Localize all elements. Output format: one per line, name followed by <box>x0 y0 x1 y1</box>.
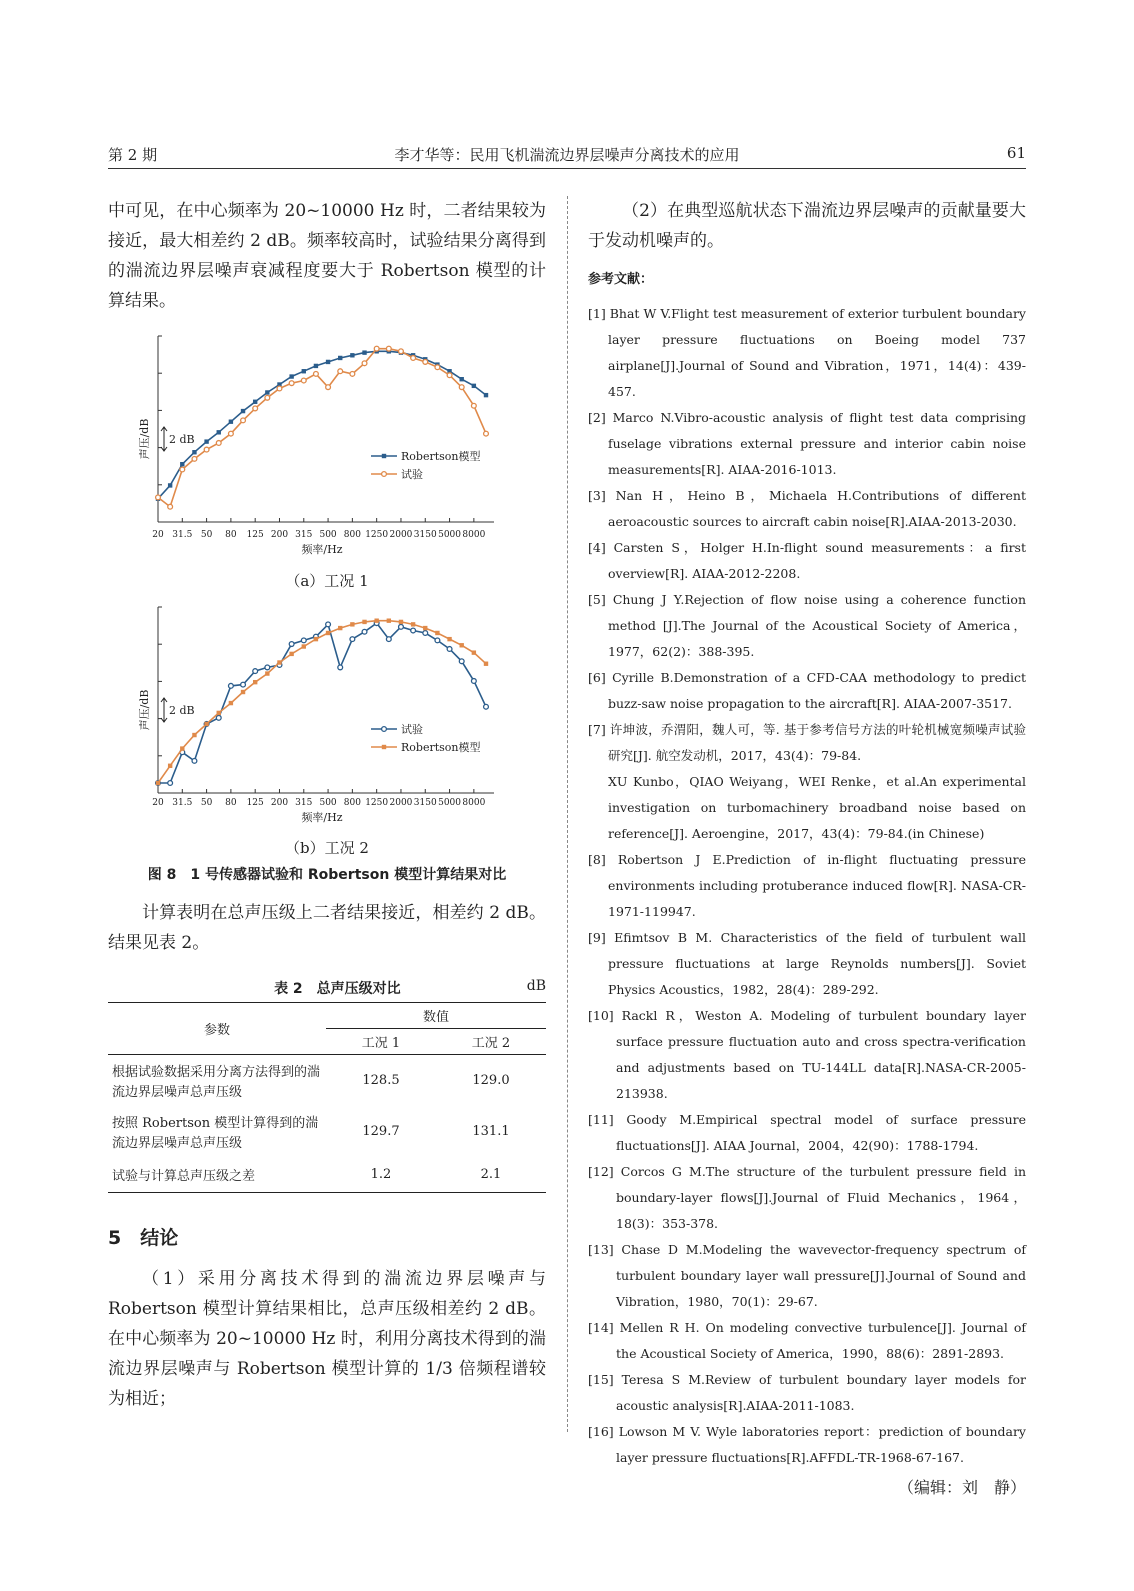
data-point <box>362 620 366 624</box>
table-row <box>108 1055 546 1107</box>
references-heading: 参考文献： <box>588 272 654 287</box>
data-point <box>326 622 331 627</box>
data-point <box>399 620 403 624</box>
data-point <box>229 419 233 423</box>
data-point <box>289 374 293 378</box>
data-point <box>192 733 196 737</box>
data-point <box>302 369 306 373</box>
x-tick-label: 80 <box>225 798 237 808</box>
reference-item: [7] 许坤波，乔渭阳，魏人可，等. 基于参考信号方法的叶轮机械宽频噪声试验研究[J]. 航空发动机，2017，43(4)：79-84. <box>588 722 1026 763</box>
x-tick-label: 8000 <box>462 798 486 808</box>
legend-label: 试验 <box>401 468 423 481</box>
data-point <box>484 662 488 666</box>
x-tick-label: 50 <box>200 530 213 540</box>
data-point <box>241 690 245 694</box>
data-point <box>411 628 416 633</box>
editor-note: （编辑：刘 静） <box>897 1478 1026 1497</box>
x-tick-label: 5000 <box>438 798 462 808</box>
data-point <box>314 371 319 376</box>
chart-a-svg <box>108 316 546 568</box>
data-point <box>471 403 476 408</box>
data-point <box>447 637 451 641</box>
y-axis-label: 声压/dB <box>138 418 151 460</box>
x-tick-label: 800 <box>343 798 361 808</box>
data-point <box>399 624 404 629</box>
table-title: 表 2 总声压级对比 <box>274 981 401 997</box>
legend-marker <box>382 472 387 477</box>
table-cell-value: 128.5 <box>362 1073 400 1088</box>
right-column <box>588 196 1026 1498</box>
table-cell-param: 按照 Robertson 模型计算得到的湍流边界层噪声总声压级 <box>112 1116 319 1151</box>
data-point <box>156 495 161 500</box>
data-point <box>338 626 342 630</box>
reference-list <box>588 301 1026 1471</box>
table-row <box>108 1106 546 1157</box>
data-point <box>253 406 258 411</box>
table-title-row <box>108 978 546 998</box>
reference-item: [5] Chung J Y.Rejection of flow noise using a coherence function method [J].The Journal of the Acoustical Society of America，1977，62(2)：388-395. <box>588 592 1026 659</box>
data-point <box>156 781 160 785</box>
data-point <box>265 665 270 670</box>
table-cell-param: 根据试验数据采用分离方法得到的湍流边界层噪声总声压级 <box>112 1065 321 1100</box>
data-point <box>338 369 343 374</box>
table-cell-value: 131.1 <box>472 1124 510 1139</box>
x-tick-label: 1250 <box>365 530 389 540</box>
data-point <box>484 393 488 397</box>
x-tick-label: 3150 <box>413 798 437 808</box>
data-point <box>192 450 196 454</box>
data-point <box>447 373 452 378</box>
data-point <box>228 683 233 688</box>
data-point <box>277 660 281 664</box>
x-tick-label: 31.5 <box>172 798 193 808</box>
data-point <box>168 504 173 509</box>
data-point <box>471 679 476 684</box>
data-point <box>423 626 427 630</box>
x-axis-label: 频率/Hz <box>301 543 343 556</box>
data-point <box>460 377 464 381</box>
data-point <box>302 644 306 648</box>
data-point <box>350 371 355 376</box>
data-point <box>314 637 318 641</box>
reference-item: [1] Bhat W V.Flight test measurement of exterior turbulent boundary layer pressure fluctuations on Boeing model 737 airplane[J].Journal of Sound and Vibration，1971，14(4)：439-457. <box>588 306 1026 399</box>
data-point <box>168 764 172 768</box>
paragraph: （2）在典型巡航状态下湍流边界层噪声的贡献量要大于发动机噪声的。 <box>588 201 1026 251</box>
x-tick-label: 2000 <box>389 530 413 540</box>
x-tick-label: 125 <box>246 798 264 808</box>
y-axis-label: 声压/dB <box>138 689 151 731</box>
x-tick-label: 500 <box>319 798 337 808</box>
paragraph: 计算表明在总声压级上二者结果接近，相差约 2 dB。结果见表 2。 <box>108 903 546 953</box>
subfigure-caption-b: （b）工况 2 <box>285 839 369 857</box>
data-point <box>180 462 184 466</box>
data-point <box>216 715 221 720</box>
data-point <box>192 456 197 461</box>
x-tick-label: 20 <box>152 798 164 808</box>
reference-item: [15] Teresa S M.Review of turbulent boundary layer models for acoustic analysis[R].AIAA-2011-1083. <box>588 1372 1026 1413</box>
x-tick-label: 125 <box>246 530 264 540</box>
data-point <box>350 637 355 642</box>
table-header-case2: 工况 2 <box>436 1029 546 1055</box>
data-point <box>326 631 330 635</box>
table-header-value: 数值 <box>326 1003 546 1029</box>
x-tick-label: 200 <box>270 530 289 540</box>
data-point <box>411 622 415 626</box>
data-point <box>265 395 270 400</box>
data-point <box>253 669 258 674</box>
x-tick-label: 2000 <box>389 798 413 808</box>
reference-item: [3] Nan H，Heino B，Michaela H.Contributions of different aeroacoustic sources to aircraft cabin noise[R].AIAA-2013-2030. <box>588 488 1026 529</box>
data-point <box>411 356 416 361</box>
table-cell-value: 129.0 <box>472 1073 510 1088</box>
table-header-param: 参数 <box>108 1003 326 1055</box>
x-tick-label: 3150 <box>413 530 437 540</box>
left-column <box>108 196 546 1414</box>
data-point <box>289 652 293 656</box>
data-point <box>253 400 257 404</box>
data-point <box>265 390 269 394</box>
data-point <box>204 439 208 443</box>
data-point <box>168 781 173 786</box>
x-tick-label: 50 <box>200 798 213 808</box>
data-point <box>350 622 354 626</box>
legend-marker <box>382 745 386 749</box>
data-point <box>326 360 330 364</box>
data-point <box>216 441 221 446</box>
data-point <box>472 384 476 388</box>
data-point <box>277 386 282 391</box>
section-heading: 5 结论 <box>108 1227 179 1249</box>
reference-item: [4] Carsten S，Holger H.In-flight sound measurements：a first overview[R]. AIAA-2012-2208. <box>588 540 1026 581</box>
data-point <box>484 431 489 436</box>
legend-label: 试验 <box>401 723 423 736</box>
x-tick-label: 200 <box>270 798 289 808</box>
x-tick-label: 80 <box>225 530 237 540</box>
data-point <box>301 638 306 643</box>
data-point <box>180 746 184 750</box>
x-tick-label: 1250 <box>365 798 389 808</box>
data-point <box>399 349 404 354</box>
reference-item: [11] Goody M.Empirical spectral model of surface pressure fluctuations[J]. AIAA Journal，2004，42(90)：1788-1794. <box>588 1112 1026 1153</box>
reference-item: [10] Rackl R，Weston A. Modeling of turbulent boundary layer surface pressure fluctuation auto and cross spectra-verification and adjustments based on TU-144LL data[R].NASA-CR-2005-213938. <box>588 1008 1026 1101</box>
x-tick-label: 500 <box>319 530 337 540</box>
data-point <box>314 364 318 368</box>
table-row <box>108 1157 546 1193</box>
paragraph: 中可见，在中心频率为 20~10000 Hz 时，二者结果较为接近，最大相差约 2 dB。频率较高时，试验结果分离得到的湍流边界层噪声衰减程度要大于 Robertson 模型的计算结果。 <box>108 201 546 311</box>
table-cell-param: 试验与计算总声压级之差 <box>112 1169 256 1184</box>
data-point <box>350 353 354 357</box>
legend-label: Robertson模型 <box>401 450 481 463</box>
data-point <box>435 631 439 635</box>
reference-item: [16] Lowson M V. Wyle laboratories report：prediction of boundary layer pressure fluctuations[R].AFFDL-TR-1968-67-167. <box>588 1424 1026 1465</box>
running-header <box>108 142 1026 169</box>
data-point <box>362 629 367 634</box>
issue-number: 第 2 期 <box>108 146 158 164</box>
data-point <box>472 650 476 654</box>
chart-a <box>108 316 546 568</box>
reference-item: [12] Corcos G M.The structure of the turbulent pressure field in boundary-layer flows[J].Journal of Fluid Mechanics，1964，18(3)：353-378. <box>588 1164 1026 1231</box>
table-cell-value: 2.1 <box>480 1167 502 1182</box>
data-point <box>435 365 440 370</box>
data-point <box>289 381 294 386</box>
subfigure-caption-a: （a）工况 1 <box>285 572 369 590</box>
table-unit: dB <box>526 978 546 994</box>
data-point <box>374 618 378 622</box>
series-line <box>158 623 486 783</box>
data-point <box>374 346 379 351</box>
paragraph: （1）采用分离技术得到的湍流边界层噪声与 Robertson 模型计算结果相比，总声压级相差约 2 dB。在中心频率为 20~10000 Hz 时，利用分离技术得到的湍流边界层噪声与 Robertson 模型计算的 1/3 倍频程谱较为相近； <box>108 1269 546 1409</box>
comparison-table <box>108 1002 546 1193</box>
table-header-case1: 工况 1 <box>326 1029 436 1055</box>
legend-label: Robertson模型 <box>401 741 481 754</box>
data-point <box>484 704 489 709</box>
data-point <box>229 701 233 705</box>
data-point <box>459 659 464 664</box>
legend-marker <box>382 454 386 458</box>
page-number: 61 <box>1006 144 1026 162</box>
data-point <box>217 711 221 715</box>
data-point <box>241 418 246 423</box>
data-point <box>423 631 428 636</box>
x-tick-label: 31.5 <box>172 530 193 540</box>
data-point <box>362 361 367 366</box>
data-point <box>204 722 208 726</box>
data-point <box>435 638 440 643</box>
table-cell-value: 1.2 <box>370 1167 392 1182</box>
data-point <box>253 680 257 684</box>
x-tick-label: 315 <box>295 530 313 540</box>
data-point <box>289 642 294 647</box>
data-point <box>338 665 343 670</box>
data-point <box>228 431 233 436</box>
data-point <box>423 360 428 365</box>
table-cell-value: 129.7 <box>362 1124 400 1139</box>
reference-item: [14] Mellen R H. On modeling convective turbulence[J]. Journal of the Acoustical Society of America，1990，88(6)：2891-2893. <box>588 1320 1026 1361</box>
data-point <box>241 682 246 687</box>
series-line <box>158 351 486 498</box>
reference-item: [2] Marco N.Vibro-acoustic analysis of flight test data comprising fuselage vibrations external pressure and interior cabin noise measurements[R]. AIAA-2016-1013. <box>588 410 1026 477</box>
reference-item: [8] Robertson J E.Prediction of in-flight fluctuating pressure environments including protuberance induced flow[R]. NASA-CR-1971-119947. <box>588 852 1026 919</box>
data-point <box>459 385 464 390</box>
x-tick-label: 800 <box>343 530 361 540</box>
series-line <box>158 349 486 507</box>
data-point <box>386 346 391 351</box>
data-point <box>204 447 209 452</box>
data-point <box>180 467 185 472</box>
data-point <box>241 409 245 413</box>
figure-caption: 图 8 1 号传感器试验和 Robertson 模型计算结果对比 <box>147 867 507 883</box>
data-point <box>387 618 391 622</box>
x-axis-label: 频率/Hz <box>301 811 343 824</box>
scale-label: 2 dB <box>169 704 195 717</box>
legend-marker <box>382 727 387 732</box>
x-tick-label: 20 <box>152 530 164 540</box>
data-point <box>301 378 306 383</box>
data-point <box>168 483 172 487</box>
chart-b-svg <box>108 597 546 835</box>
reference-item: [6] Cyrille B.Demonstration of a CFD-CAA methodology to predict buzz-saw noise propagation to the aircraft[R]. AIAA-2007-3517. <box>588 670 1026 711</box>
data-point <box>338 356 342 360</box>
chart-b <box>108 597 546 835</box>
scale-label: 2 dB <box>169 433 195 446</box>
data-point <box>326 385 331 390</box>
x-tick-label: 5000 <box>438 530 462 540</box>
reference-item: [13] Chase D M.Modeling the wavevector-frequency spectrum of turbulent boundary layer wall pressure[J].Journal of Sound and Vibration，1980，70(1)：29-67. <box>588 1242 1026 1309</box>
data-point <box>460 643 464 647</box>
x-tick-label: 315 <box>295 798 313 808</box>
data-point <box>217 430 221 434</box>
data-point <box>192 758 197 763</box>
column-divider <box>567 196 568 1432</box>
x-tick-label: 8000 <box>462 530 486 540</box>
data-point <box>362 350 366 354</box>
reference-item: [9] Efimtsov B M. Characteristics of the field of turbulent wall pressure fluctuations at large Reynolds numbers[J]. Soviet Physics Acoustics，1982，28(4)：289-292. <box>588 930 1026 997</box>
running-title: 李才华等：民用飞机湍流边界层噪声分离技术的应用 <box>394 146 740 164</box>
series-line <box>158 621 486 783</box>
data-point <box>447 647 452 652</box>
data-point <box>386 637 391 642</box>
reference-item-english: XU Kunbo，QIAO Weiyang，WEI Renke，et al.An experimental investigation on turbomachinery broadband noise based on reference[J]. Aeroengine，2017，43(4)：79-84.(in Chinese) <box>608 774 1026 841</box>
data-point <box>265 671 269 675</box>
